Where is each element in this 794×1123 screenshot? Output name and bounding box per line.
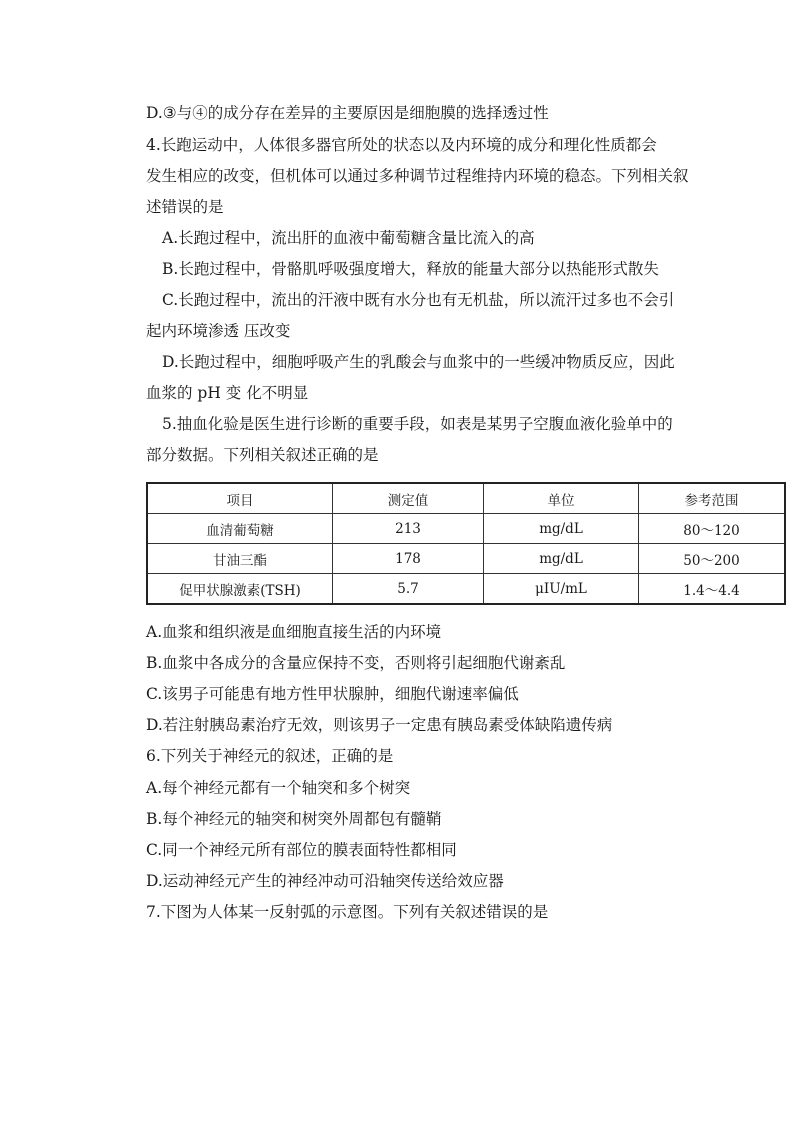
question-4-option-c-line-2: 起内环境渗透 压改变 [146, 322, 291, 340]
question-4-stem-line-3: 述错误的是 [146, 198, 224, 216]
question-4-option-c-line-1: C.长跑过程中，流出的汗液中既有水分也有无机盐，所以流汗过多也不会引 [162, 291, 675, 309]
table-cell: 血清葡萄糖 [147, 514, 333, 544]
table-cell: mg/dL [484, 544, 639, 574]
table-cell: 促甲状腺激素(TSH) [147, 574, 333, 605]
question-4-stem-line-1: 4.长跑运动中，人体很多器官所处的状态以及内环境的成分和理化性质都会 [146, 136, 657, 154]
question-6-option-b: B.每个神经元的轴突和树突外周都包有髓鞘 [146, 810, 442, 828]
question-7-stem: 7.下图为人体某一反射弧的示意图。下列有关叙述错误的是 [146, 903, 549, 921]
table-row [147, 574, 785, 605]
table-row [147, 514, 785, 544]
table-header-value: 测定值 [333, 483, 484, 514]
question-4-option-d-line-1: D.长跑过程中，细胞呼吸产生的乳酸会与血浆中的一些缓冲物质反应，因此 [162, 353, 675, 371]
question-4-option-a: A.长跑过程中，流出肝的血液中葡萄糖含量比流入的高 [162, 229, 535, 247]
table-header-range: 参考范围 [639, 483, 786, 514]
question-6-option-a: A.每个神经元都有一个轴突和多个树突 [146, 779, 411, 797]
table-header-item: 项目 [147, 483, 333, 514]
question-5-stem-line-2: 部分数据。下列相关叙述正确的是 [146, 446, 379, 464]
question-4-option-d-line-2: 血浆的 pH 变 化不明显 [146, 384, 309, 402]
table-header-unit: 单位 [484, 483, 639, 514]
question-5-stem-line-1: 5.抽血化验是医生进行诊断的重要手段，如表是某男子空腹血液化验单中的 [162, 415, 673, 433]
table-cell: 甘油三酯 [147, 544, 333, 574]
question-3-option-d: D.③与④的成分存在差异的主要原因是细胞膜的选择透过性 [146, 104, 549, 122]
table-cell: 5.7 [333, 574, 484, 605]
question-5-option-b: B.血浆中各成分的含量应保持不变，否则将引起细胞代谢紊乱 [146, 654, 566, 672]
table-header-row [147, 483, 785, 514]
table-cell: 80～120 [639, 514, 786, 544]
question-4-option-b: B.长跑过程中，骨骼肌呼吸强度增大，释放的能量大部分以热能形式散失 [162, 260, 659, 278]
table-cell: 178 [333, 544, 484, 574]
blood-test-table [146, 482, 786, 605]
question-6-stem: 6.下列关于神经元的叙述，正确的是 [146, 747, 394, 765]
question-5-option-a: A.血浆和组织液是血细胞直接生活的内环境 [146, 623, 442, 641]
table-row [147, 544, 785, 574]
table-cell: 213 [333, 514, 484, 544]
question-4-stem-line-2: 发生相应的改变，但机体可以通过多种调节过程维持内环境的稳态。下列相关叙 [146, 167, 689, 185]
question-5-option-d: D.若注射胰岛素治疗无效，则该男子一定患有胰岛素受体缺陷遗传病 [146, 716, 613, 734]
question-6-option-d: D.运动神经元产生的神经冲动可沿轴突传送给效应器 [146, 872, 504, 890]
table-cell: mg/dL [484, 514, 639, 544]
question-6-option-c: C.同一个神经元所有部位的膜表面特性都相同 [146, 841, 457, 859]
table-cell: 1.4～4.4 [639, 574, 786, 605]
table-cell: μIU/mL [484, 574, 639, 605]
table-cell: 50～200 [639, 544, 786, 574]
question-5-option-c: C.该男子可能患有地方性甲状腺肿，细胞代谢速率偏低 [146, 685, 519, 703]
